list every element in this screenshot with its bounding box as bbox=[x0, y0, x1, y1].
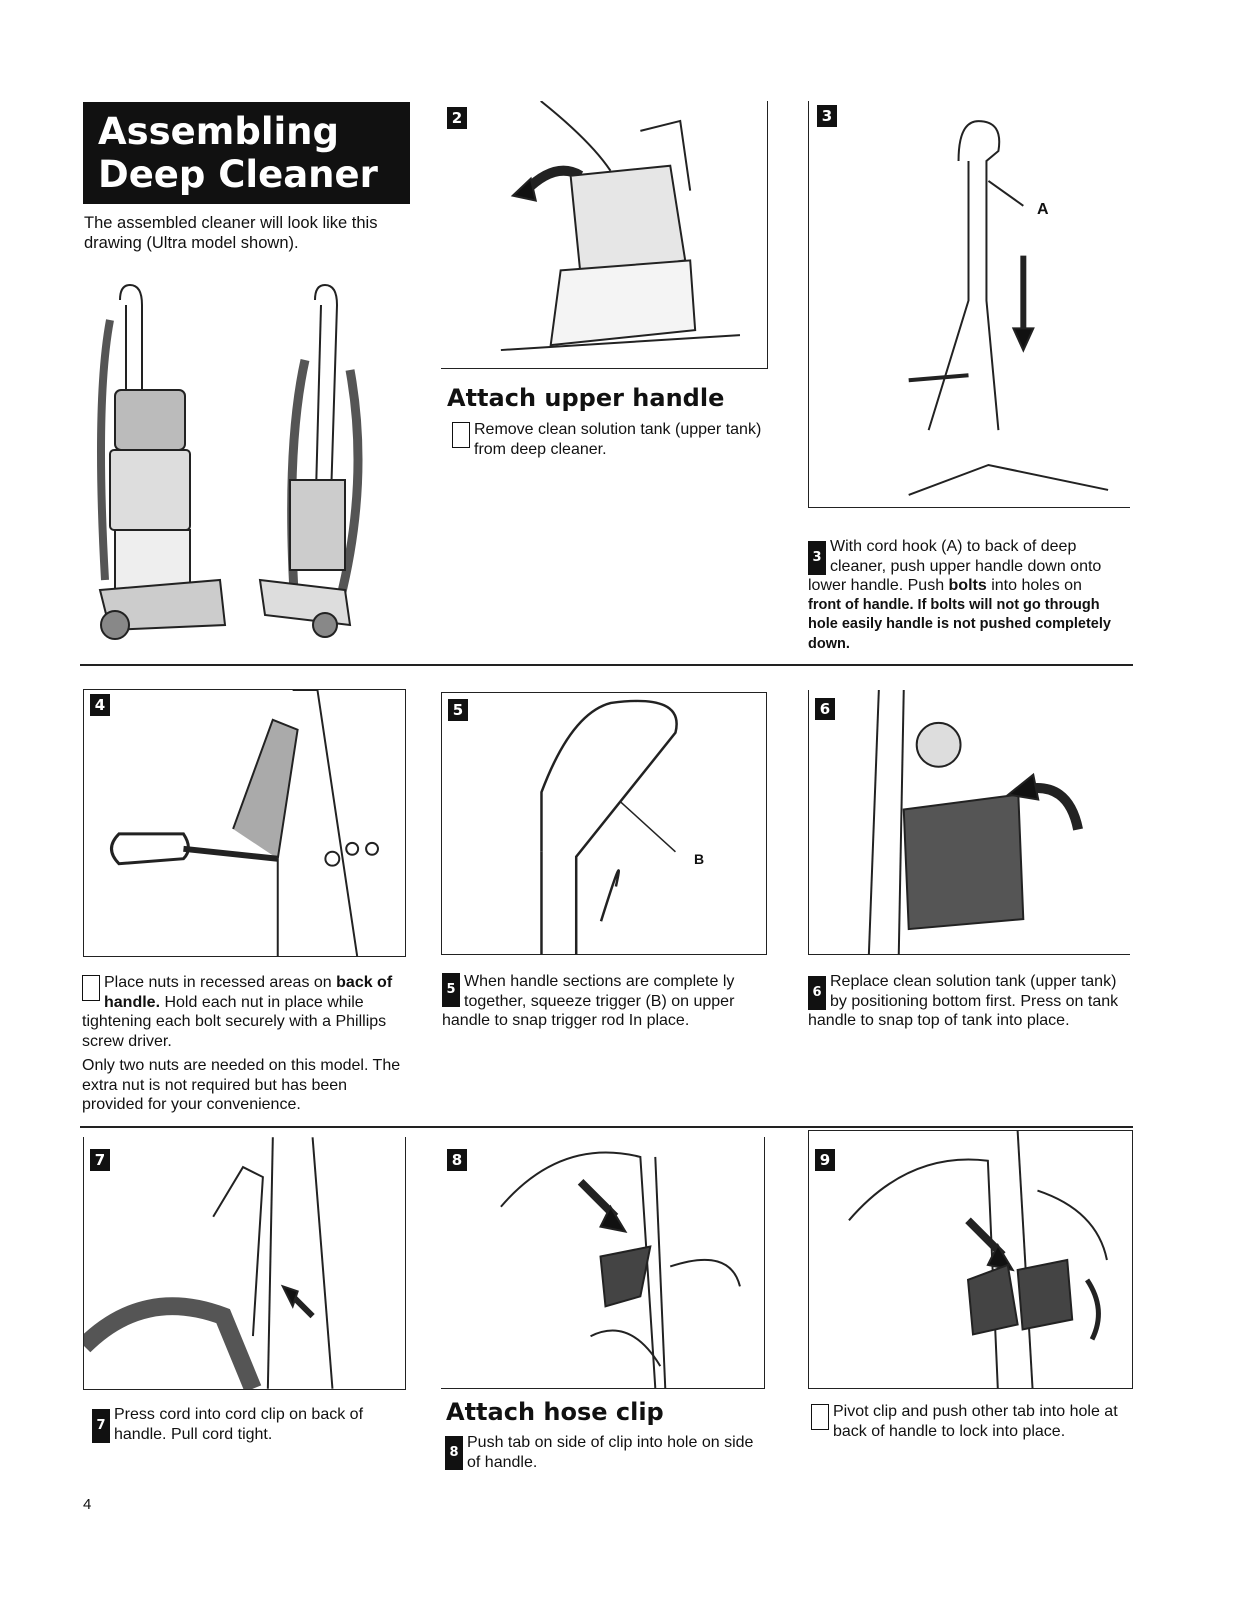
step-3-text-part-1: With cord hook (A) to back of deep cleaner, push upper handle down onto lower handle. Push bbox=[808, 538, 1102, 594]
step-8-badge: 8 bbox=[447, 1149, 467, 1171]
step-2-illustration bbox=[441, 101, 768, 369]
step-2-text-content: Remove clean solution tank (upper tank) from deep cleaner. bbox=[474, 421, 762, 458]
step-3-text-bold: bolts bbox=[948, 577, 987, 594]
step-5-illustration bbox=[441, 692, 767, 955]
section-title bbox=[83, 102, 410, 204]
step-8-heading: Attach hose clip bbox=[446, 1398, 664, 1426]
step-4-text-bold: back of handle. bbox=[104, 974, 393, 1011]
row-divider-1 bbox=[80, 664, 1133, 666]
step-9-text-content: Pivot clip and push other tab into hole at back of handle to lock into place. bbox=[833, 1403, 1118, 1440]
label-a: A bbox=[1037, 201, 1049, 218]
row-divider-2 bbox=[80, 1126, 1133, 1128]
step-4-text bbox=[82, 973, 410, 1115]
step-9-illustration bbox=[808, 1130, 1133, 1389]
step-8-marker: 8 bbox=[445, 1436, 463, 1470]
step-7-badge: 7 bbox=[90, 1149, 110, 1171]
step-4-text-part-2: Hold each nut in place while tightening each bolt securely with a Phillips screw driver. bbox=[82, 993, 387, 1050]
step-4-badge: 4 bbox=[90, 694, 110, 716]
assembled-cleaner-illustration bbox=[90, 280, 380, 655]
title-line-2: Deep Cleaner bbox=[98, 153, 378, 196]
step-5-marker: 5 bbox=[442, 973, 460, 1007]
step-9-text bbox=[811, 1402, 1131, 1441]
step-4-marker bbox=[82, 975, 100, 1001]
step-2-badge: 2 bbox=[447, 107, 467, 129]
step-6-text-content: Replace clean solution tank (upper tank) by positioning bottom first. Press on tank handle to snap top of tank into place. bbox=[808, 973, 1119, 1029]
step-8-text-content: Push tab on side of clip into hole on side of handle. bbox=[467, 1434, 754, 1471]
step-6-illustration bbox=[808, 690, 1130, 955]
step-3-badge: 3 bbox=[817, 105, 837, 127]
step-5-text-content: When handle sections are complete ly together, squeeze trigger (B) on upper handle to snap trigger rod In place. bbox=[442, 973, 735, 1029]
step-7-marker: 7 bbox=[92, 1409, 110, 1443]
step-3-text-part-2: into holes on bbox=[986, 577, 1082, 594]
step-4-note: Only two nuts are needed on this model. The extra nut is not required but has been provided for your convenience. bbox=[82, 1057, 401, 1113]
step-3-illustration bbox=[808, 101, 1130, 508]
intro-text: The assembled cleaner will look like this drawing (Ultra model shown). bbox=[84, 214, 378, 252]
step-2-marker bbox=[452, 422, 470, 448]
step-8-text bbox=[445, 1433, 765, 1472]
step-2-text bbox=[452, 420, 762, 459]
step-7-text bbox=[92, 1405, 407, 1444]
step-7-illustration bbox=[83, 1137, 406, 1390]
step-9-marker bbox=[811, 1404, 829, 1430]
step-8-illustration bbox=[441, 1137, 765, 1389]
step-5-badge: 5 bbox=[448, 699, 468, 721]
step-9-badge: 9 bbox=[815, 1149, 835, 1171]
step-3-warning: front of handle. If bolts will not go through hole easily handle is not pushed completely down. bbox=[808, 596, 1111, 652]
step-6-badge: 6 bbox=[815, 698, 835, 720]
label-b: B bbox=[694, 851, 705, 867]
step-3-marker: 3 bbox=[808, 541, 826, 575]
step-6-text bbox=[808, 972, 1133, 1031]
step-4-text-part-1: Place nuts in recessed areas on bbox=[104, 974, 337, 991]
step-6-marker: 6 bbox=[808, 976, 826, 1010]
step-7-text-content: Press cord into cord clip on back of handle. Pull cord tight. bbox=[114, 1406, 364, 1443]
title-line-1: Assembling bbox=[98, 110, 340, 153]
page-number: 4 bbox=[83, 1496, 92, 1513]
step-5-text bbox=[442, 972, 767, 1031]
step-3-text bbox=[808, 537, 1133, 654]
step-4-illustration bbox=[83, 689, 406, 957]
step-2-heading: Attach upper handle bbox=[447, 384, 725, 412]
